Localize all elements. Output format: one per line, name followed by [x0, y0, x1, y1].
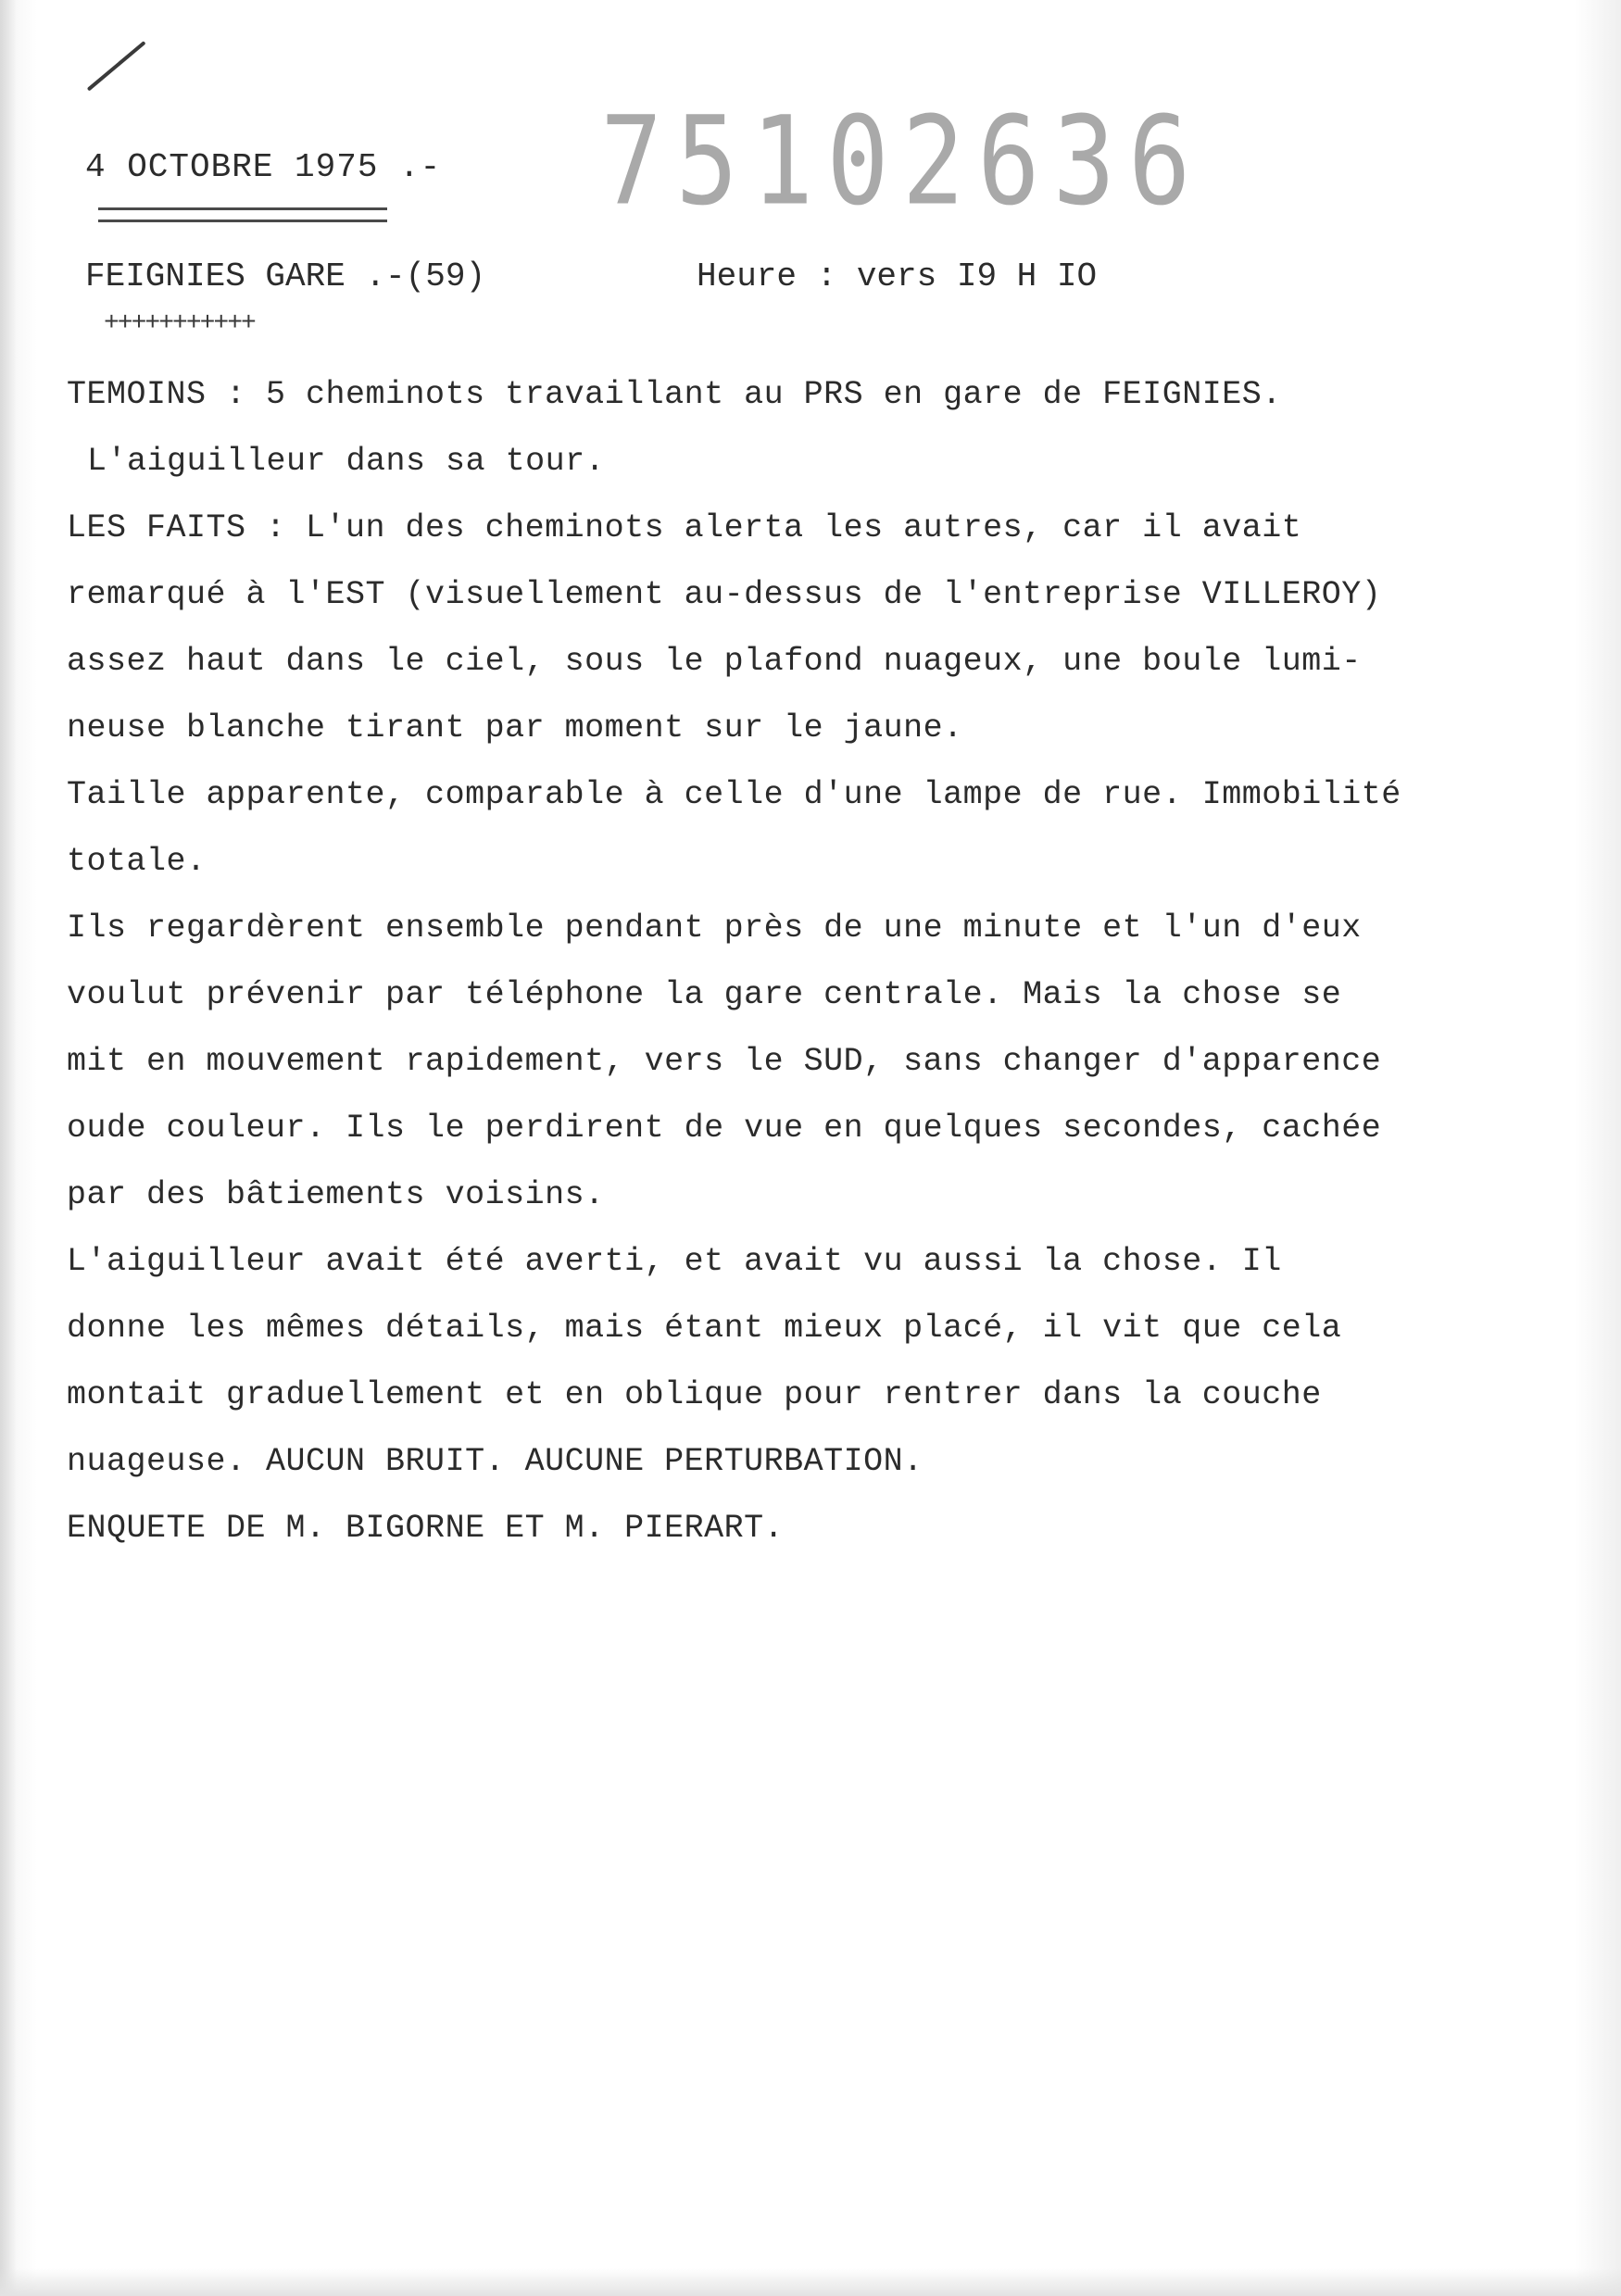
- handwritten-slash-mark: [87, 41, 146, 91]
- body-line: neuse blanche tirant par moment sur le jaune.: [67, 709, 963, 747]
- page-bottom-shadow: [0, 2268, 1621, 2296]
- body-line: assez haut dans le ciel, sous le plafond nuageux, une boule lumi-: [67, 643, 1362, 680]
- body-line: nuageuse. AUCUN BRUIT. AUCUNE PERTURBATION.: [67, 1443, 924, 1480]
- report-date: 4 OCTOBRE 1975 .-: [85, 148, 442, 186]
- report-body: [67, 361, 1549, 1562]
- body-line: oude couleur. Ils le perdirent de vue en quelques secondes, cachée: [67, 1110, 1382, 1147]
- body-line: par des bâtiements voisins.: [67, 1176, 605, 1213]
- location-heading: FEIGNIES GARE .-(59): [85, 257, 486, 295]
- body-line: LES FAITS : L'un des cheminots alerta les autres, car il avait: [67, 509, 1302, 546]
- body-line: L'aiguilleur avait été averti, et avait vu aussi la chose. Il: [67, 1243, 1282, 1280]
- body-line: voulut prévenir par téléphone la gare centrale. Mais la chose se: [67, 976, 1342, 1013]
- body-line: TEMOINS : 5 cheminots travaillant au PRS en gare de FEIGNIES.: [67, 376, 1282, 413]
- document-number-stamp: 75102636: [600, 91, 1204, 233]
- body-line: montait graduellement et en oblique pour rentrer dans la couche: [67, 1376, 1322, 1413]
- page-edge-shadow: [0, 0, 17, 2296]
- body-line: Ils regardèrent ensemble pendant près de une minute et l'un d'eux: [67, 910, 1362, 947]
- time-heading: Heure : vers I9 H IO: [697, 257, 1098, 295]
- body-line: Taille apparente, comparable à celle d'une lampe de rue. Immobilité: [67, 776, 1401, 813]
- body-line: L'aiguilleur dans sa tour.: [87, 443, 606, 480]
- body-line: mit en mouvement rapidement, vers le SUD, sans changer d'apparence: [67, 1043, 1382, 1080]
- body-line: ENQUETE DE M. BIGORNE ET M. PIERART.: [67, 1510, 785, 1547]
- date-underline: [98, 207, 387, 222]
- body-line: totale.: [67, 843, 207, 880]
- heading-separator: +++++++++++: [104, 309, 255, 338]
- body-line: remarqué à l'EST (visuellement au-dessus de l'entreprise VILLEROY): [67, 576, 1382, 613]
- body-line: donne les mêmes détails, mais étant mieux placé, il vit que cela: [67, 1310, 1342, 1347]
